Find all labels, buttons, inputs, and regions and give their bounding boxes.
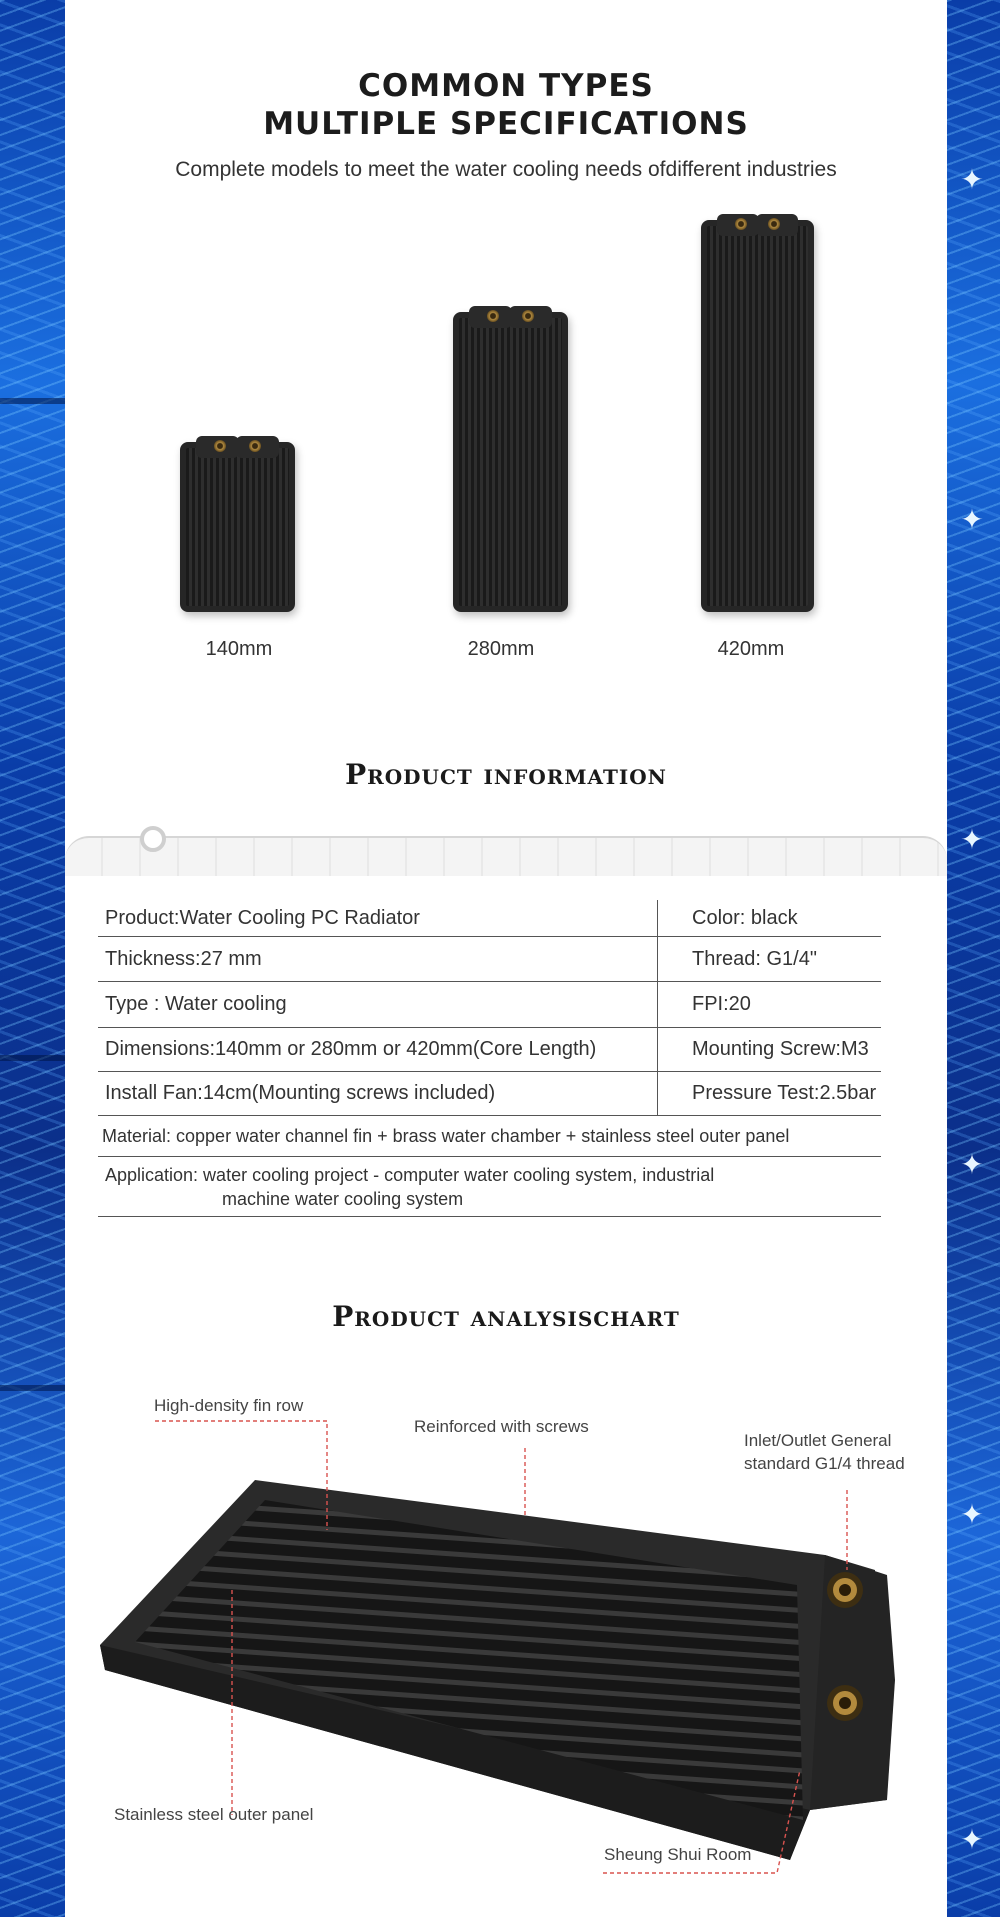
spec-material: Material: copper water channel fin + brass water chamber + stainless steel outer panel <box>102 1125 790 1146</box>
left-decorative-band <box>0 0 65 1917</box>
radiator-body <box>100 1480 895 1860</box>
spec-row <box>98 1072 881 1116</box>
band-seam <box>0 1385 65 1391</box>
info-title: Product information <box>345 758 667 791</box>
sparkle-icon: ✦ <box>960 503 984 536</box>
spec-pressure-test: Pressure Test:2.5bar <box>692 1082 877 1104</box>
sparkle-icon: ✦ <box>960 163 984 196</box>
sparkle-icon: ✦ <box>960 1498 984 1531</box>
types-title-line1: COMMON TYPES <box>358 68 654 104</box>
spec-row <box>98 982 881 1028</box>
right-decorative-band <box>947 0 1000 1917</box>
spec-fpi: FPI:20 <box>692 993 751 1015</box>
callout-thread: Inlet/Outlet General standard G1/4 thread <box>744 1431 905 1473</box>
spec-row <box>98 1028 881 1072</box>
sparkle-icon: ✦ <box>960 1148 984 1181</box>
spec-thread: Thread: G1/4" <box>692 947 817 970</box>
sparkle-icon: ✦ <box>960 1823 984 1856</box>
spec-row <box>98 1157 881 1217</box>
spec-mounting-screw: Mounting Screw:M3 <box>692 1038 869 1060</box>
product-page <box>65 0 947 1917</box>
analysis-title: Product analysischart <box>332 1300 680 1333</box>
inlet-port-icon <box>827 1572 863 1608</box>
size-label-420: 420mm <box>717 638 785 660</box>
outlet-port-icon <box>827 1685 863 1721</box>
analysis-diagram <box>65 1380 947 1917</box>
callout-fin-row: High-density fin row <box>154 1396 304 1415</box>
callout-panel: Stainless steel outer panel <box>114 1805 314 1824</box>
radiator-280-image <box>453 312 568 612</box>
spec-table <box>98 900 881 1217</box>
spec-type: Type : Water cooling <box>98 982 658 1027</box>
ring-icon <box>140 826 166 852</box>
sparkle-icon: ✦ <box>960 823 984 856</box>
spec-dimensions: Dimensions:140mm or 280mm or 420mm(Core Length) <box>98 1028 658 1071</box>
size-label-140: 140mm <box>205 638 273 660</box>
band-seam <box>0 1055 65 1061</box>
spec-application-line2: machine water cooling system <box>222 1189 464 1209</box>
spec-product: Product:Water Cooling PC Radiator <box>98 900 658 936</box>
spec-application-line1: Application: water cooling project - computer water cooling system, industrial <box>105 1165 715 1185</box>
spec-install-fan: Install Fan:14cm(Mounting screws included) <box>98 1072 658 1115</box>
spec-row <box>98 1116 881 1157</box>
spec-row <box>98 937 881 982</box>
types-title-line2: MULTIPLE SPECIFICATIONS <box>263 106 749 142</box>
section-divider <box>65 836 947 876</box>
radiator-420-image <box>701 220 814 612</box>
radiator-140-image <box>180 442 295 612</box>
spec-thickness: Thickness:27 mm <box>98 937 658 981</box>
size-label-280: 280mm <box>467 638 535 660</box>
band-seam <box>0 398 65 404</box>
spec-color: Color: black <box>692 906 798 929</box>
callout-screws: Reinforced with screws <box>414 1417 589 1436</box>
types-subtitle: Complete models to meet the water cooling needs ofdifferent industries <box>175 158 837 181</box>
callout-room: Sheung Shui Room <box>604 1845 752 1864</box>
spec-row <box>98 900 881 937</box>
